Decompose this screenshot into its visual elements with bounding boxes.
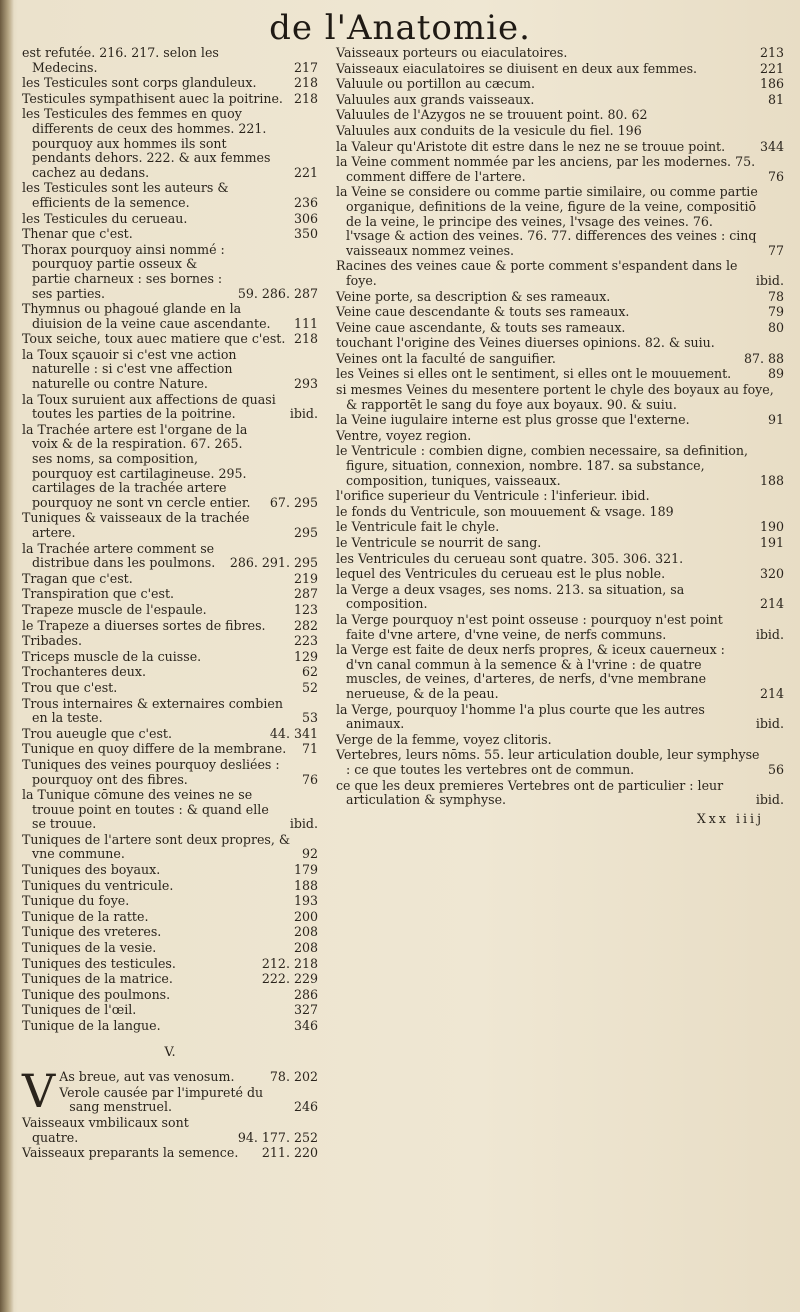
index-entry	[22, 393, 318, 422]
entry-text: Thymnus ou phagoué glande en la diuision de la veine caue ascendante.	[22, 301, 271, 331]
entry-text: Valuules aux grands vaisseaux.	[336, 91, 535, 107]
entry-text: Verole causée par l'impureté du sang menstruel.	[59, 1084, 264, 1115]
entry-page-ref: 190	[759, 519, 784, 535]
index-entry	[22, 879, 318, 894]
entry-text: Trou que c'est.	[22, 679, 118, 695]
entry-text: Tunique des poulmons.	[22, 986, 171, 1002]
index-entry	[336, 185, 784, 258]
entry-page-ref: 76	[767, 168, 784, 184]
index-entry	[22, 243, 318, 301]
entry-text: Racines des veines caue & porte comment s'espandent dans le foye.	[336, 258, 738, 288]
entry-text: Trous internaires & externaires combien en la teste.	[22, 695, 283, 726]
index-entries-v	[22, 1064, 318, 1161]
entry-page-ref: 236	[293, 194, 318, 210]
entry-text: Veines ont la faculté de sanguifier.	[336, 350, 556, 366]
entry-page-ref: 217	[293, 59, 318, 75]
entry-page-ref: 81	[767, 91, 784, 107]
entry-page-ref: 218	[293, 75, 318, 91]
entry-text: la Tunique cōmune des veines ne se trouue point en toutes : & quand elle se trouue.	[22, 787, 269, 832]
entry-page-ref: 78. 202	[269, 1069, 318, 1085]
entry-page-ref: 295	[293, 525, 318, 540]
entry-text: les Ventricules du cerueau sont quatre. 305. 306. 321.	[336, 550, 684, 566]
index-entry	[22, 988, 318, 1003]
index-entries-right	[336, 46, 784, 808]
entry-text: ce que les deux premieres Vertebres ont de particulier : leur articulation & symphyse.	[336, 777, 724, 808]
index-entry	[22, 1146, 318, 1161]
entry-text: la Verge a deux vsages, ses noms. 213. sa situation, sa composition.	[336, 581, 685, 612]
entry-text: la Toux suruient aux affections de quasi toutes les parties de la poitrine.	[22, 391, 276, 422]
entry-page-ref: 79	[767, 304, 784, 320]
entry-text: Triceps muscle de la cuisse.	[22, 648, 202, 664]
entry-text: le Ventricule : combien digne, combien necessaire, sa definition, figure, situation, connexion, nombre. 187. sa substance, composition, tuniques, vaisseaux.	[336, 443, 749, 488]
entry-page-ref: 129	[293, 648, 318, 664]
entry-text: les Testicules des femmes en quoy differents de ceux des hommes. 221. pourquoy aux hommes ils sont pendants dehors. 222. & aux femmes cachez au dedans.	[22, 106, 271, 180]
entry-text: Testicules sympathisent auec la poitrine.	[22, 90, 283, 106]
index-entry	[22, 925, 318, 940]
entry-page-ref: ibid.	[755, 626, 784, 642]
entry-page-ref: 218	[293, 331, 318, 347]
index-entry	[336, 62, 784, 77]
entry-page-ref: 346	[293, 1018, 318, 1033]
entry-page-ref: 67. 295	[269, 494, 318, 510]
index-entry	[336, 413, 784, 428]
entry-text: la Valeur qu'Aristote dit estre dans le nez ne se trouue point.	[336, 138, 726, 154]
index-entry	[336, 46, 784, 61]
index-entry	[22, 76, 318, 91]
index-entry	[22, 910, 318, 925]
entry-page-ref: 80	[767, 319, 784, 335]
entry-text: Tunique de la langue.	[22, 1018, 161, 1033]
entry-text: les Testicules sont corps glanduleux.	[22, 75, 257, 91]
index-entry	[22, 212, 318, 227]
index-entry	[22, 1019, 318, 1034]
index-entry	[336, 290, 784, 305]
entry-page-ref: 221	[759, 60, 784, 76]
entry-text: Verge de la femme, voyez clitoris.	[336, 731, 552, 747]
entry-text: Vaisseaux preparants la semence.	[22, 1145, 239, 1161]
index-entry	[22, 634, 318, 649]
section-heading-v: V.	[164, 1044, 176, 1060]
entry-text: As breue, aut vas venosum.	[59, 1069, 235, 1085]
index-entry	[22, 957, 318, 972]
index-entries-left	[22, 46, 318, 1034]
entry-text: Tunique du foye.	[22, 893, 130, 909]
entry-text: la Veine iugulaire interne est plus grosse que l'externe.	[336, 412, 690, 428]
index-entry	[22, 863, 318, 878]
entry-page-ref: ibid.	[289, 406, 318, 422]
entry-page-ref: 223	[293, 633, 318, 649]
index-entry	[22, 511, 318, 540]
entry-text: Trochanteres deux.	[22, 664, 146, 680]
entry-page-ref: ibid.	[755, 792, 784, 808]
entry-page-ref: 94. 177. 252	[237, 1129, 318, 1145]
index-entry	[22, 681, 318, 696]
entry-page-ref: 92	[301, 846, 318, 862]
index-entry	[22, 92, 318, 107]
index-entry	[22, 107, 318, 180]
index-entry	[22, 348, 318, 392]
index-entry	[336, 489, 784, 504]
entry-text: Tunique en quoy differe de la membrane.	[22, 741, 287, 757]
index-entry	[336, 352, 784, 367]
index-entry	[336, 505, 784, 520]
entry-page-ref: 306	[293, 210, 318, 226]
entry-text: les Veines si elles ont le sentiment, si elles ont le mouuement.	[336, 366, 732, 382]
entry-page-ref: 286. 291. 295	[229, 555, 318, 571]
index-entry	[336, 520, 784, 535]
entry-page-ref: 179	[293, 862, 318, 878]
entry-page-ref: 211. 220	[261, 1145, 318, 1161]
entry-text: la Verge, pourquoy l'homme l'a plus courte que les autres animaux.	[336, 701, 705, 732]
entry-text: Tuniques de la vesie.	[22, 940, 157, 956]
entry-text: la Verge est faite de deux nerfs propres, & iceux cauerneux : d'vn canal commun à la semence & à l'vrine : de quatre muscles, de veines, d'arteres, de nerfs, d'vne membrane nerueuse, & de la peau.	[336, 642, 725, 701]
entry-page-ref: 293	[293, 376, 318, 392]
entry-page-ref: 327	[293, 1002, 318, 1018]
entry-text: Tuniques des testicules.	[22, 955, 176, 971]
entry-text: Valuule ou portillon au cæcum.	[336, 76, 536, 92]
index-entry	[336, 703, 784, 732]
entry-text: Ventre, voyez region.	[336, 427, 472, 443]
index-entry	[22, 542, 318, 571]
index-entry	[22, 603, 318, 618]
index-entry	[22, 665, 318, 680]
entry-text: la Veine comment nommée par les anciens, par les modernes. 75. comment differe de l'artere.	[336, 154, 756, 184]
entry-page-ref: 214	[759, 685, 784, 701]
index-entry	[22, 742, 318, 757]
index-entry	[22, 941, 318, 956]
index-entry	[22, 181, 318, 210]
entry-page-ref: 213	[759, 45, 784, 60]
index-entry	[22, 727, 318, 742]
entry-text: la Verge pourquoy n'est point osseuse : pourquoy n'est point faite d'vne artere, d'vne veine, de nerfs communs.	[336, 611, 723, 642]
entry-page-ref: 218	[293, 90, 318, 106]
index-entry	[336, 444, 784, 488]
entry-text: les Testicules sont les auteurs & efficients de la semence.	[22, 180, 229, 210]
entry-text: Tuniques du ventricule.	[22, 877, 174, 893]
entry-page-ref: 53	[301, 710, 318, 726]
entry-page-ref: 350	[293, 226, 318, 242]
index-entry	[336, 643, 784, 701]
entry-text: Tuniques des veines pourquoy desliées : pourquoy ont des fibres.	[22, 756, 280, 787]
index-column-left	[22, 46, 318, 1162]
entry-page-ref: 222. 229	[261, 971, 318, 987]
running-title: de l'Anatomie.	[269, 8, 531, 48]
entry-page-ref: 214	[759, 596, 784, 612]
entry-page-ref: 77	[767, 242, 784, 258]
index-entry	[336, 429, 784, 444]
entry-page-ref: 78	[767, 288, 784, 304]
index-entry	[22, 1116, 318, 1145]
entry-page-ref: 71	[301, 741, 318, 757]
entry-text: Transpiration que c'est.	[22, 586, 175, 602]
index-entry	[22, 587, 318, 602]
index-entry	[336, 748, 784, 777]
entry-text: le Trapeze a diuerses sortes de fibres.	[22, 617, 266, 633]
index-entry	[336, 77, 784, 92]
entry-text: Thorax pourquoy ainsi nommé : pourquoy partie osseux & partie charneux : ses bornes : ses parties.	[22, 241, 225, 301]
entry-page-ref: 56	[767, 761, 784, 777]
entry-text: Veine caue descendante & touts ses rameaux.	[336, 304, 630, 320]
index-entry	[336, 383, 784, 412]
index-entry	[336, 336, 784, 351]
entry-text: Valuules aux conduits de la vesicule du fiel. 196	[336, 122, 642, 138]
entry-text: Tuniques de la matrice.	[22, 971, 173, 987]
index-entry	[336, 155, 784, 184]
entry-page-ref: 44. 341	[269, 725, 318, 741]
index-entry	[22, 302, 318, 331]
index-entry	[336, 536, 784, 551]
index-entry	[22, 788, 318, 832]
entry-text: Vaisseaux vmbilicaux sont quatre.	[22, 1114, 189, 1145]
entry-text: Tunique des vreteres.	[22, 924, 162, 940]
index-entry	[336, 124, 784, 139]
entry-text: la Toux sçauoir si c'est vne action naturelle : si c'est vne affection naturelle ou contre Nature.	[22, 346, 237, 392]
index-entry	[336, 367, 784, 382]
entry-text: le Ventricule fait le chyle.	[336, 519, 500, 535]
entry-text: Tribades.	[22, 633, 82, 649]
index-entry	[22, 423, 318, 511]
entry-page-ref: 59. 286. 287	[237, 285, 318, 301]
drop-capital: V	[22, 1064, 56, 1119]
entry-text: Veine caue ascendante, & touts ses rameaux.	[336, 319, 626, 335]
entry-page-ref: 193	[293, 893, 318, 909]
entry-text: Trapeze muscle de l'espaule.	[22, 601, 207, 617]
entry-text: Vaisseaux eiaculatoires se diuisent en deux aux femmes.	[336, 60, 698, 76]
entry-page-ref: 188	[293, 877, 318, 893]
entry-page-ref: 191	[759, 535, 784, 550]
entry-page-ref: 320	[759, 566, 784, 582]
entry-text: Tragan que c'est.	[22, 570, 133, 586]
index-entry	[336, 779, 784, 808]
entry-text: Thenar que c'est.	[22, 226, 133, 242]
index-column-right	[336, 46, 784, 826]
gathering-signature: Xxx iiij	[696, 810, 764, 826]
index-entry	[336, 140, 784, 155]
entry-text: Tuniques des boyaux.	[22, 862, 161, 878]
index-entry	[336, 733, 784, 748]
index-entry	[59, 1086, 318, 1115]
entry-page-ref: 344	[759, 138, 784, 154]
entry-page-ref: 219	[293, 570, 318, 586]
entry-text: touchant l'origine des Veines diuerses opinions. 82. & suiu.	[336, 335, 715, 351]
entry-page-ref: ibid.	[755, 272, 784, 288]
index-entry	[22, 650, 318, 665]
entry-page-ref: 76	[301, 771, 318, 787]
index-entry	[22, 572, 318, 587]
index-entry	[22, 758, 318, 787]
entry-page-ref: 287	[293, 586, 318, 602]
entry-page-ref: 87. 88	[743, 350, 784, 366]
entry-text: la Veine se considere ou comme partie similaire, ou comme partie organique, definitions de la veine, figure de la veine, compositiō de la veine, le principe des veines, l'vsage des veines. 76. l'vsage & action des veines. 76. 77. differences des veines : cinq vaisseaux nommez veines.	[336, 184, 758, 258]
index-entry	[22, 619, 318, 634]
entry-page-ref: 123	[293, 601, 318, 617]
entry-text: Tuniques & vaisseaux de la trachée artere.	[22, 510, 250, 540]
index-entry	[336, 259, 784, 288]
entry-page-ref: 282	[293, 617, 318, 633]
entry-text: Tuniques de l'œil.	[22, 1002, 137, 1018]
entry-text: la Trachée artere comment se distribue dans les poulmons.	[22, 540, 216, 571]
index-entry	[336, 108, 784, 123]
entry-page-ref: 186	[759, 76, 784, 92]
entry-page-ref: 246	[293, 1099, 318, 1115]
index-entry	[22, 697, 318, 726]
index-entry	[336, 613, 784, 642]
entry-page-ref: ibid.	[289, 816, 318, 832]
entry-page-ref: 286	[293, 986, 318, 1002]
entry-page-ref: 89	[767, 366, 784, 382]
entry-text: le Ventricule se nourrit de sang.	[336, 535, 542, 550]
index-entry	[22, 227, 318, 242]
index-entry	[22, 332, 318, 347]
index-entry	[336, 552, 784, 567]
entry-page-ref: 208	[293, 924, 318, 940]
index-entry	[22, 894, 318, 909]
entry-text: l'orifice superieur du Ventricule : l'inferieur. ibid.	[336, 488, 650, 504]
index-entry	[22, 46, 318, 75]
entry-text: Vertebres, leurs nōms. 55. leur articulation double, leur symphyse : ce que toutes les vertebres ont de commun.	[336, 747, 760, 777]
entry-page-ref: 208	[293, 940, 318, 956]
entry-page-ref: ibid.	[755, 716, 784, 732]
entry-text: la Trachée artere est l'organe de la voix & de la respiration. 67. 265. ses noms, sa composition, pourquoy est cartilagineuse. 295. cartilages de la trachée artere pourquoy ne sont vn cercle entier.	[22, 421, 251, 510]
entry-page-ref: 52	[301, 679, 318, 695]
index-entry	[336, 93, 784, 108]
entry-text: Trou aueugle que c'est.	[22, 725, 172, 741]
index-entry	[59, 1070, 318, 1085]
index-entry	[336, 321, 784, 336]
entry-page-ref: 212. 218	[261, 955, 318, 971]
entry-text: Vaisseaux porteurs ou eiaculatoires.	[336, 45, 568, 60]
entry-text: Valuules de l'Azygos ne se trouuent point. 80. 62	[336, 107, 648, 123]
entry-page-ref: 91	[767, 412, 784, 428]
entry-text: est refutée. 216. 217. selon les Medecins.	[22, 45, 219, 75]
index-entry	[336, 305, 784, 320]
index-entry	[22, 833, 318, 862]
entry-text: Tuniques de l'artere sont deux propres, & vne commune.	[22, 831, 291, 862]
index-entry	[22, 972, 318, 987]
entry-text: si mesmes Veines du mesentere portent le chyle des boyaux au foye, & rapportēt le sang du foye aux boyaux. 90. & suiu.	[336, 382, 774, 412]
entry-text: Veine porte, sa description & ses rameaux.	[336, 288, 611, 304]
entry-text: les Testicules du cerueau.	[22, 210, 188, 226]
entry-page-ref: 62	[301, 664, 318, 680]
entry-text: lequel des Ventricules du cerueau est le plus noble.	[336, 566, 666, 582]
entry-page-ref: 221	[293, 164, 318, 180]
entry-page-ref: 200	[293, 908, 318, 924]
index-entry	[336, 583, 784, 612]
entry-page-ref: 111	[293, 315, 318, 331]
entry-page-ref: 188	[759, 472, 784, 488]
entry-text: Toux seiche, toux auec matiere que c'est.	[22, 331, 286, 347]
index-entry	[336, 567, 784, 582]
index-entry	[22, 1003, 318, 1018]
entry-text: Tunique de la ratte.	[22, 908, 149, 924]
entry-text: le fonds du Ventricule, son mouuement & vsage. 189	[336, 503, 674, 519]
